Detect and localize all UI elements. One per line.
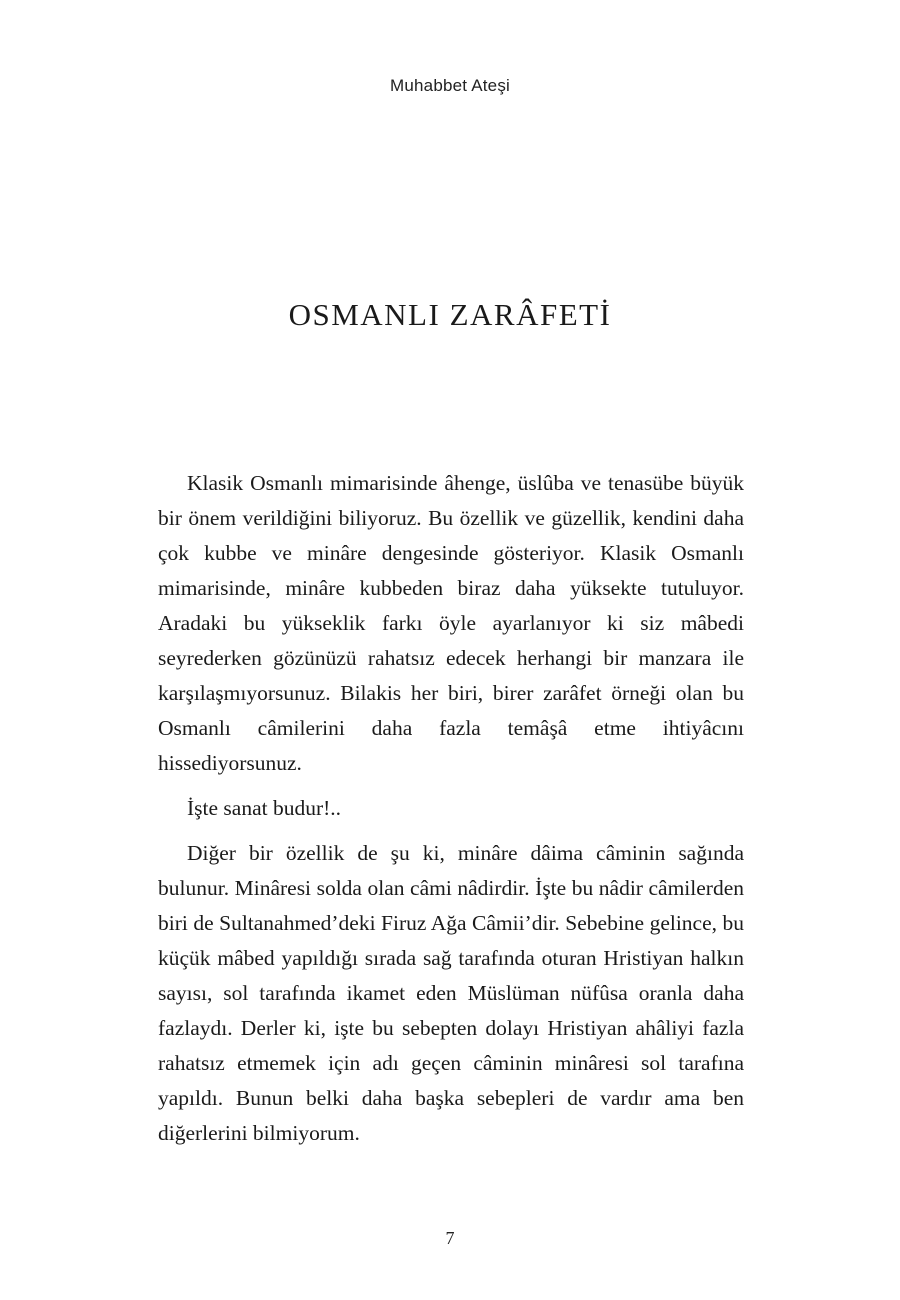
page-number: 7 bbox=[445, 1228, 455, 1248]
paragraph: Diğer bir özellik de şu ki, minâre dâima câminin sağında bulunur. Minâresi solda olan câmi nâdirdir. İşte bu nâdir câmilerden biri de Sultanahmed’deki Firuz Ağa Câmii’dir. Sebebine gelince, bu küçük mâbed yapıldığı sırada sağ tarafında oturan Hristiyan halkın sayısı, sol tarafında ikamet eden Müslüman nüfûsa oranla daha fazlaydı. Derler ki, işte bu sebepten dolayı Hristiyan ahâliyi fazla rahatsız etmemek için adı geçen câminin minâresi sol tarafına yapıldı. Bunun belki daha başka sebepleri de vardır ama ben diğerlerini bilmiyorum. bbox=[158, 841, 744, 1145]
chapter-title: OSMANLI ZARÂFETİ bbox=[288, 297, 612, 332]
paragraph: İşte sanat budur!.. bbox=[187, 796, 342, 820]
paragraph: Klasik Osmanlı mimarisinde âhenge, üslûba ve tenasübe büyük bir önem verildiğini biliyoruz. Bu özellik ve güzellik, kendini daha çok kubbe ve minâre dengesinde gösteriyor. Klasik Osmanlı mimarisinde, minâre kubbeden biraz daha yüksekte tutuluyor. Aradaki bu yükseklik farkı öyle ayarlanıyor ki siz mâbedi seyrederken gözünüzü rahatsız edecek herhangi bir manzara ile karşılaşmıyorsunuz. Bilakis her biri, birer zarâfet örneği olan bu Osmanlı câmilerini daha fazla temâşâ etme ihtiyâcını hissediyorsunuz. bbox=[158, 471, 744, 775]
body-text bbox=[158, 466, 744, 1161]
running-header: Muhabbet Ateşi bbox=[390, 76, 510, 95]
